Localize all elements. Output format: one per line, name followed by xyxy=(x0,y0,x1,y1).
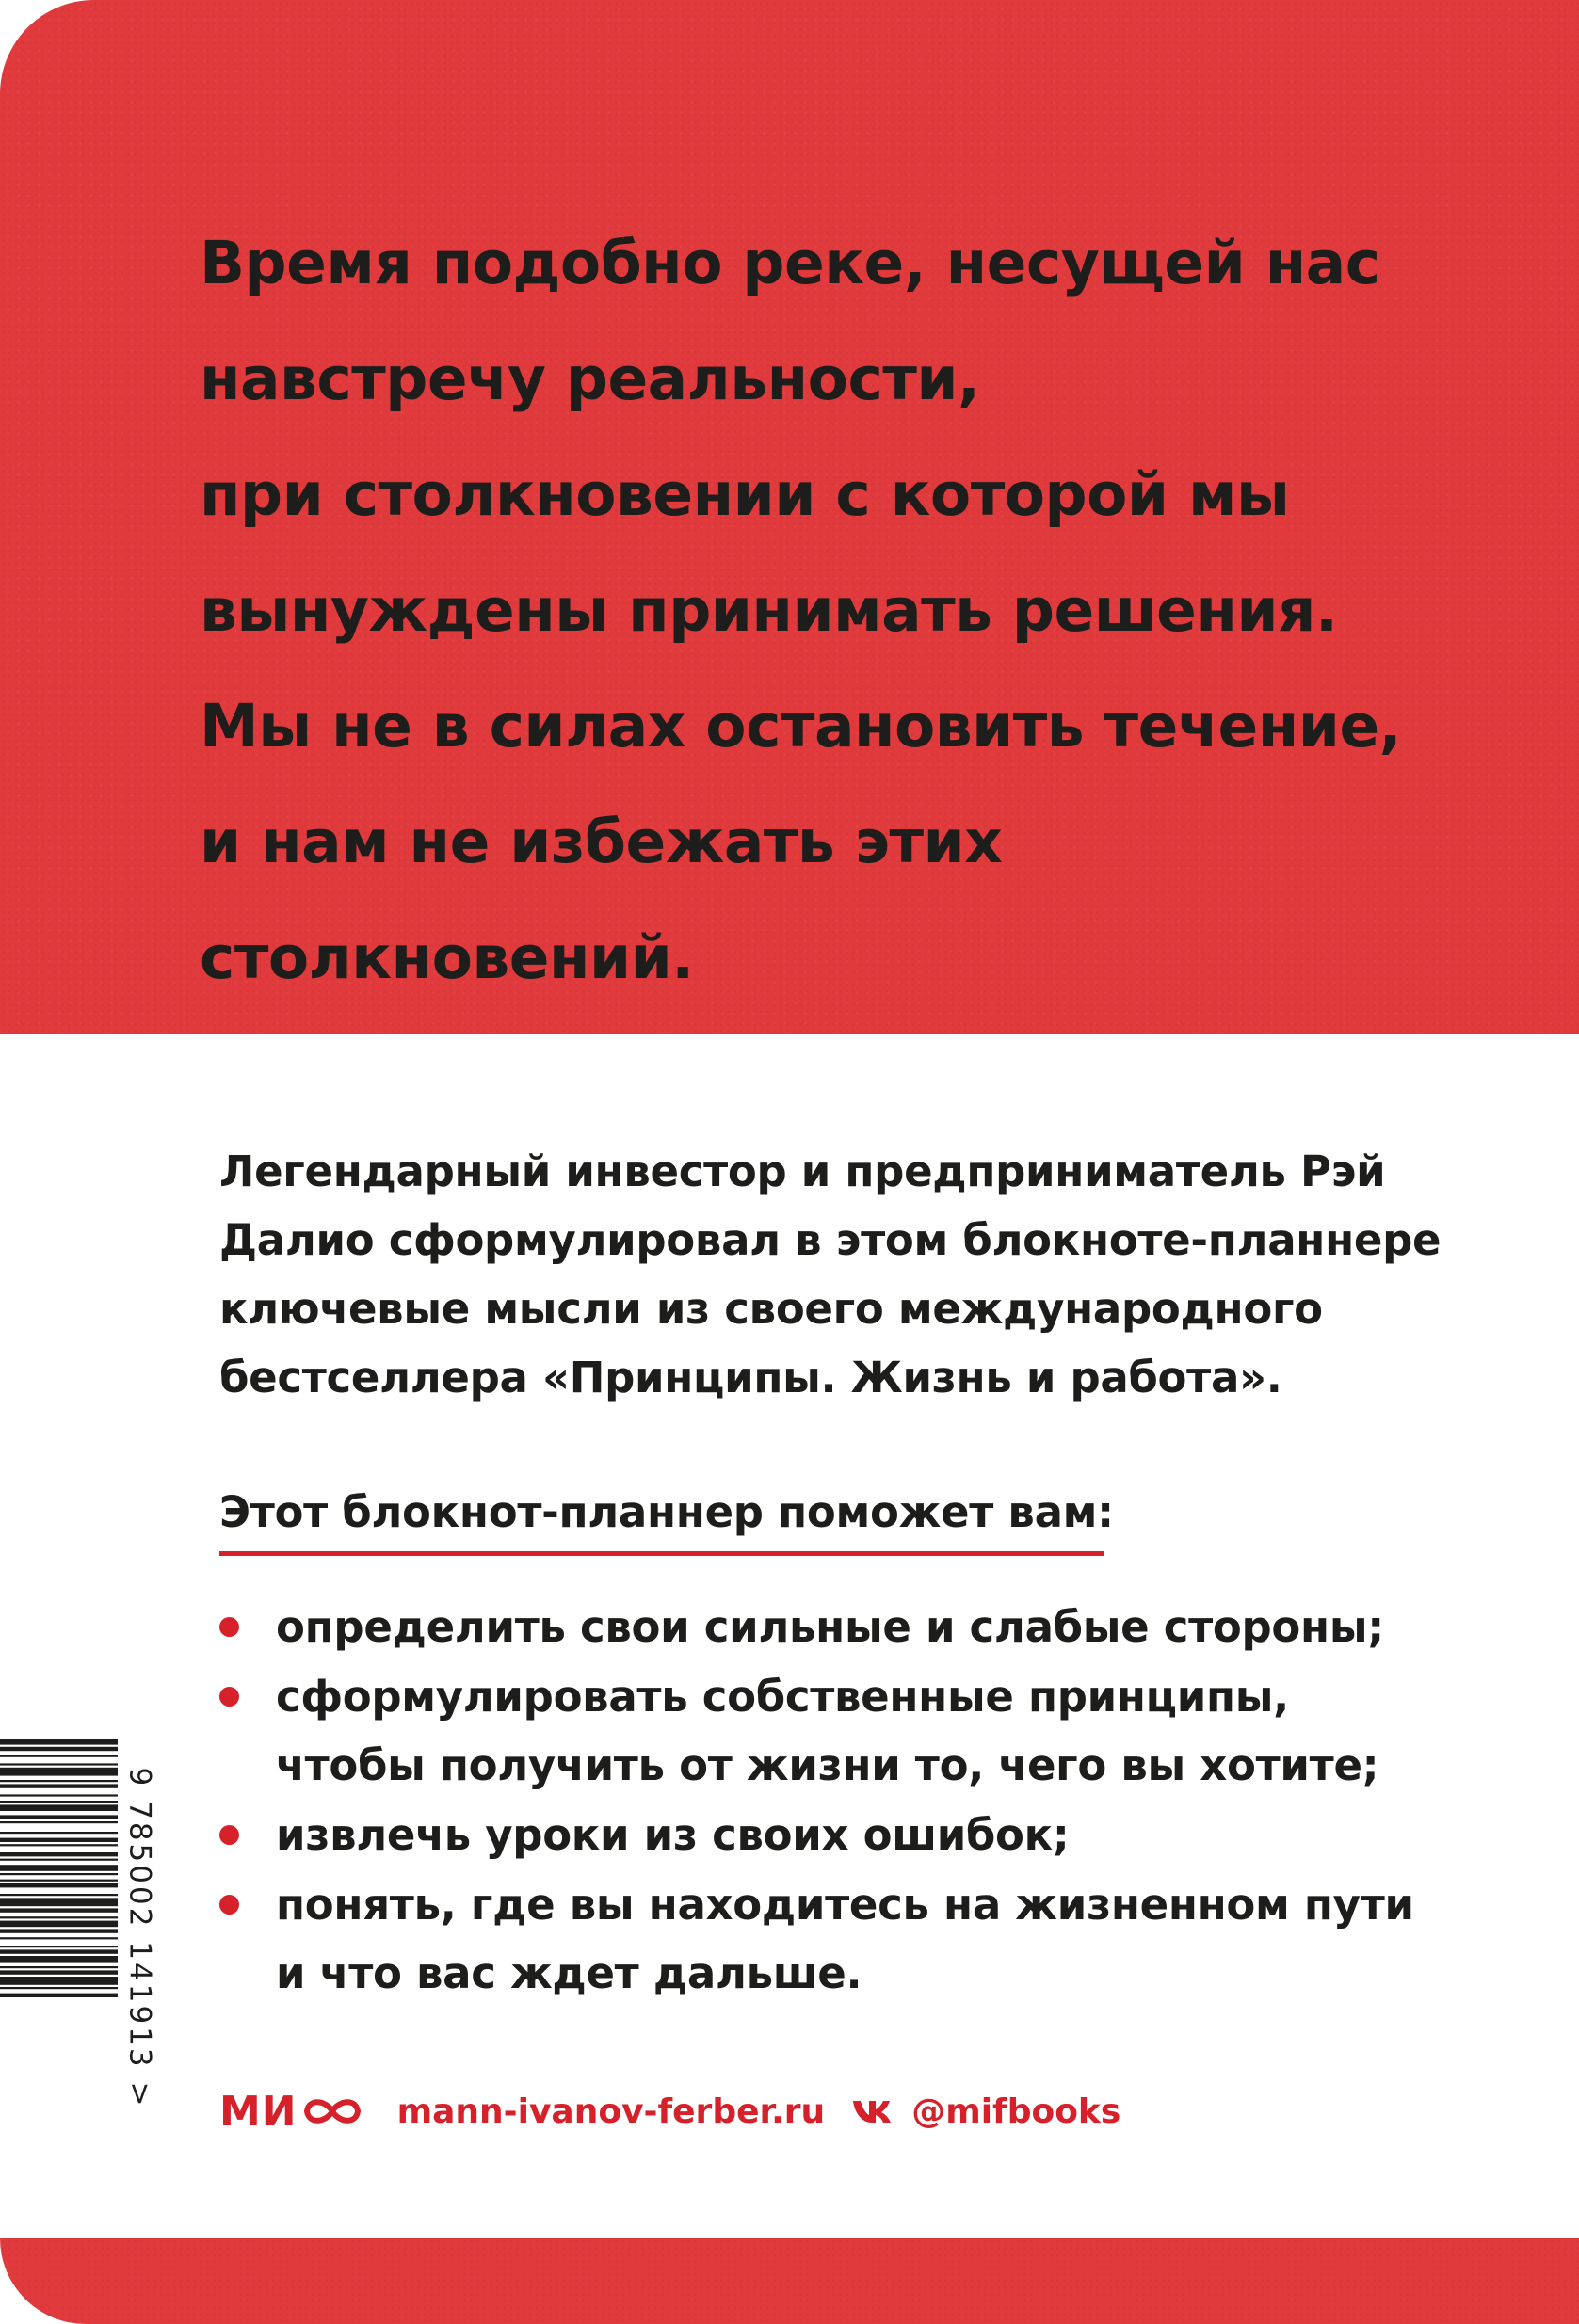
list-item-text: понять, где вы находитесь на жизненном пути xyxy=(276,1880,1414,1930)
barcode-bar xyxy=(0,1921,118,1928)
bullet-dot-icon xyxy=(219,1895,239,1915)
barcode-bar xyxy=(0,1832,118,1834)
description-line: ключевые мысли из своего международного xyxy=(219,1284,1323,1334)
barcode-bar xyxy=(0,1908,118,1912)
publisher-logo xyxy=(219,2088,365,2136)
quote-line: при столкновении с которой мы xyxy=(200,460,1290,529)
description-line: Легендарный инвестор и предприниматель Рэй xyxy=(219,1146,1386,1196)
list-item-text: определить свои сильные и слабые стороны; xyxy=(276,1602,1384,1652)
list-item-text: и что вас ждет дальше. xyxy=(276,1948,862,1998)
barcode-bar xyxy=(0,1880,118,1882)
benefits-heading: Этот блокнот-планнер поможет вам: xyxy=(219,1487,1114,1537)
vk-icon[interactable] xyxy=(851,2092,893,2130)
list-item-text: извлечь уроки из своих ошибок; xyxy=(276,1810,1070,1860)
cover-quote xyxy=(200,205,1499,1016)
barcode-bar xyxy=(0,1768,118,1776)
barcode-bar xyxy=(0,1898,118,1906)
list-item xyxy=(219,1801,1443,1869)
barcode-bar xyxy=(0,1883,118,1887)
list-item-text: чтобы получить от жизни то, чего вы хотите; xyxy=(276,1740,1379,1790)
quote-line: Мы не в силах остановить течение, xyxy=(200,692,1402,761)
barcode-bar xyxy=(0,1946,118,1947)
barcode-bar xyxy=(0,1763,118,1765)
publisher-footer xyxy=(219,2078,1120,2144)
barcode-bar xyxy=(0,1894,118,1896)
list-item xyxy=(219,1593,1443,1661)
quote-line: Время подобно реке, несущей нас xyxy=(200,229,1380,297)
barcode-bar xyxy=(0,1755,118,1757)
barcode-bar xyxy=(0,1794,118,1796)
heading-underline xyxy=(219,1551,1104,1556)
barcode-bar xyxy=(0,1937,118,1939)
social-handle[interactable]: @mifbooks xyxy=(911,2092,1121,2131)
isbn-barcode xyxy=(0,1737,118,2141)
barcode-bar xyxy=(0,1994,118,1997)
logo-text: МИ xyxy=(219,2087,298,2136)
barcode-bar xyxy=(0,1956,118,1963)
barcode-bar xyxy=(0,1801,118,1803)
bullet-dot-icon xyxy=(219,1825,239,1845)
barcode-bar xyxy=(0,1977,118,1985)
barcode-bar xyxy=(0,1739,118,1745)
quote-line: столкновений. xyxy=(200,923,694,992)
list-item xyxy=(219,1870,1443,2008)
barcode-bar xyxy=(0,1987,118,1989)
quote-line: и нам не избежать этих xyxy=(200,808,1003,876)
barcode-bar xyxy=(0,1838,118,1842)
barcode-bar xyxy=(0,1929,118,1932)
barcode-bar xyxy=(0,1865,118,1871)
bullet-dot-icon xyxy=(219,1617,239,1637)
barcode-bar xyxy=(0,1804,118,1811)
book-description xyxy=(219,1137,1462,1412)
description-line: Далио сформулировал в этом блокноте-планнере xyxy=(219,1215,1442,1265)
description-line: бестселлера «Принципы. Жизнь и работа». xyxy=(219,1353,1282,1402)
isbn-number: 9 785002 141913 > xyxy=(122,1767,156,2109)
barcode-bar xyxy=(0,1916,118,1918)
website-link[interactable]: mann-ivanov-ferber.ru xyxy=(396,2092,826,2131)
barcode-bar xyxy=(0,1821,118,1823)
isbn-digits xyxy=(121,1735,158,2141)
red-leather-panel-bottom xyxy=(0,2238,1579,2324)
barcode-bar xyxy=(0,1815,118,1819)
infinity-icon xyxy=(299,2092,365,2130)
barcode-bar xyxy=(0,1844,118,1846)
barcode-bar xyxy=(0,1966,118,1968)
list-item-text: сформулировать собственные принципы, xyxy=(276,1672,1289,1722)
barcode-bar xyxy=(0,1873,118,1875)
quote-line: вынуждены принимать решения. xyxy=(200,576,1338,645)
list-item xyxy=(219,1662,1443,1800)
quote-line: навстречу реальности, xyxy=(200,345,980,413)
barcode-bar xyxy=(0,1859,118,1861)
barcode-bar xyxy=(0,1949,118,1953)
barcode-bar xyxy=(0,1852,118,1856)
barcode-bar xyxy=(0,1747,118,1751)
barcode-bar xyxy=(0,1780,118,1782)
bullet-dot-icon xyxy=(219,1687,239,1707)
benefits-list xyxy=(219,1593,1443,2009)
barcode-bar xyxy=(0,1784,118,1787)
barcode-bar xyxy=(0,1970,118,1974)
